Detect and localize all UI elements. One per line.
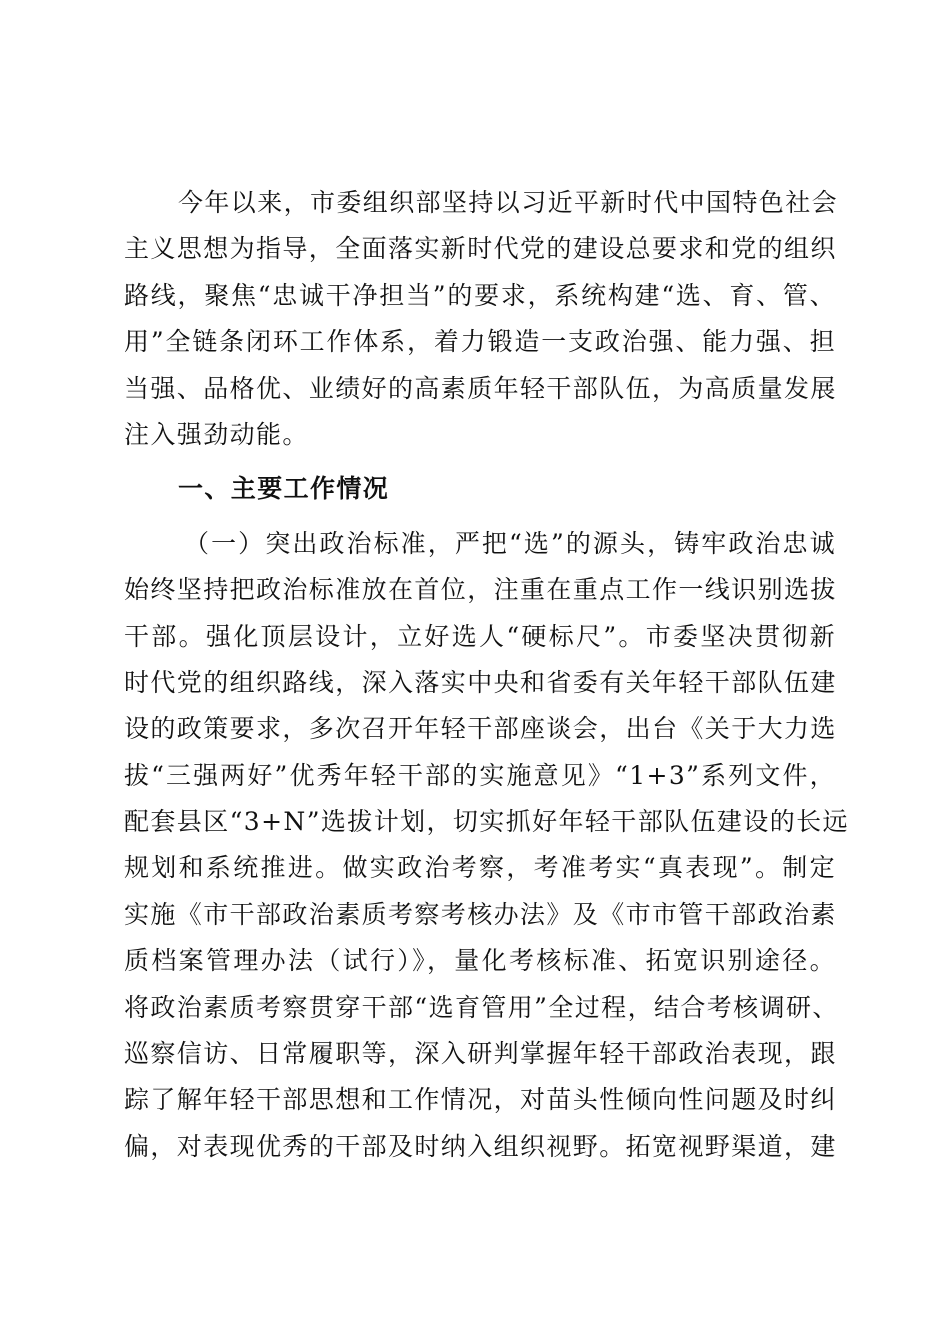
paragraph-line: 干部。强化顶层设计，立好选人“硬标尺”。市委坚决贯彻新 (124, 621, 836, 651)
section-heading: 一、主要工作情况 (178, 474, 390, 504)
paragraph-line: 始终坚持把政治标准放在首位，注重在重点工作一线识别选拔 (124, 575, 837, 605)
document-body (124, 180, 849, 1170)
paragraph-line: 配套县区“3+N”选拔计划，切实抓好年轻干部队伍建设的长远 (124, 807, 849, 837)
paragraph-line: 设的政策要求，多次召开年轻干部座谈会，出台《关于大力选 (124, 714, 837, 744)
sub-heading: （一）突出政治标准，严把“选”的源头，铸牢政治忠诚 (184, 528, 836, 558)
paragraph-line: 质档案管理办法（试行）》，量化考核标准、拓宽识别途径。 (124, 946, 836, 976)
paragraph-line: 主义思想为指导，全面落实新时代党的建设总要求和党的组织 (124, 234, 837, 264)
paragraph-line: 巡察信访、日常履职等，深入研判掌握年轻干部政治表现，跟 (124, 1039, 837, 1069)
paragraph-line: 今年以来，市委组织部坚持以习近平新时代中国特色社会 (178, 188, 839, 217)
paragraph-line: 注入强劲动能。 (124, 419, 309, 449)
paragraph-line: 路线，聚焦“忠诚干净担当”的要求，系统构建“选、育、管、 (124, 280, 836, 310)
paragraph-line: 将政治素质考察贯穿干部“选育管用”全过程，结合考核调研、 (124, 992, 839, 1022)
paragraph-line: 当强、品格优、业绩好的高素质年轻干部队伍，为高质量发展 (124, 373, 837, 403)
paragraph-line: 用”全链条闭环工作体系，着力锻造一支政治强、能力强、担 (124, 327, 836, 357)
paragraph-line: 偏，对表现优秀的干部及时纳入组织视野。拓宽视野渠道，建 (124, 1131, 837, 1161)
paragraph-line: 拔“三强两好”优秀年轻干部的实施意见》“1+3”系列文件， (124, 760, 836, 790)
paragraph-line: 规划和系统推进。做实政治考察，考准考实“真表现”。制定 (124, 853, 836, 883)
intro-paragraph (124, 180, 839, 458)
paragraph-line: 时代党的组织路线，深入落实中央和省委有关年轻干部队伍建 (124, 667, 837, 697)
paragraph-line: 踪了解年轻干部思想和工作情况，对苗头性倾向性问题及时纠 (124, 1085, 837, 1115)
body-paragraph (124, 521, 849, 1170)
paragraph-line: 实施《市干部政治素质考察考核办法》及《市市管干部政治素 (124, 899, 837, 929)
